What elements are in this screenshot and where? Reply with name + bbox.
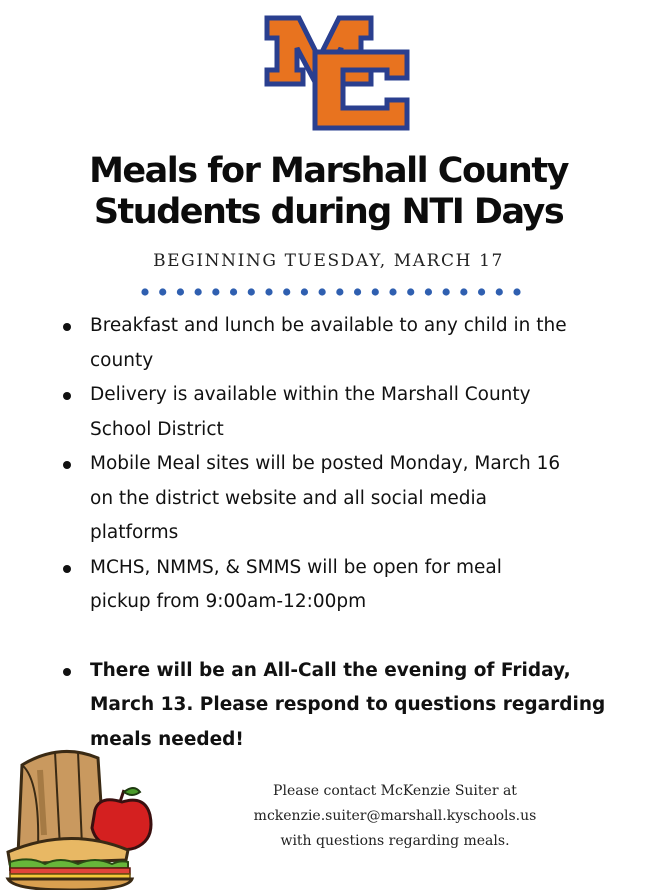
divider-dot (283, 288, 290, 295)
sandwich-icon (8, 838, 132, 890)
divider-dot (460, 288, 467, 295)
divider-dot (212, 288, 219, 295)
logo-text: MC (257, 8, 259, 9)
divider-dot (513, 288, 520, 295)
divider-dot (389, 288, 396, 295)
contact-line: Please contact McKenzie Suiter at (273, 783, 517, 799)
list-item-all-call: There will be an All-Call the evening of Friday, March 13. Please respond to questions regarding meals needed! (58, 654, 618, 758)
lunch-illustration (0, 740, 165, 890)
divider-dot (407, 288, 414, 295)
list-item: Breakfast and lunch be available to any child in the county (58, 309, 618, 378)
divider-dot (354, 288, 361, 295)
divider-dot (319, 288, 326, 295)
divider-dot (301, 288, 308, 295)
divider-dot (496, 288, 503, 295)
logo-letter-c (315, 52, 407, 128)
list-item: Delivery is available within the Marshall County School District (58, 378, 618, 447)
list-item: MCHS, NMMS, & SMMS will be open for meal pickup from 9:00am-12:00pm (58, 551, 618, 620)
divider-dot (141, 288, 148, 295)
list-item: Mobile Meal sites will be posted Monday, March 16 on the district website and all social media platforms (58, 447, 618, 551)
contact-email[interactable]: mckenzie.suiter@marshall.kyschools.us (253, 808, 537, 824)
divider-dot (336, 288, 343, 295)
divider-dot (248, 288, 255, 295)
dotted-divider (140, 285, 522, 299)
divider-dot (425, 288, 432, 295)
divider-dot (177, 288, 184, 295)
mc-logo (257, 8, 417, 136)
bullet-list (58, 309, 618, 757)
divider-dot (159, 288, 166, 295)
divider-dot (230, 288, 237, 295)
divider-dot (372, 288, 379, 295)
contact-info (205, 779, 585, 854)
subtitle: BEGINNING TUESDAY, MARCH 17 (153, 251, 504, 271)
divider-dot (443, 288, 450, 295)
contact-line: with questions regarding meals. (280, 833, 510, 849)
divider-dot (265, 288, 272, 295)
page-title-line-1: Meals for Marshall County (89, 151, 568, 191)
page-title-line-2: Students during NTI Days (93, 192, 564, 232)
divider-dot (195, 288, 202, 295)
divider-dot (478, 288, 485, 295)
